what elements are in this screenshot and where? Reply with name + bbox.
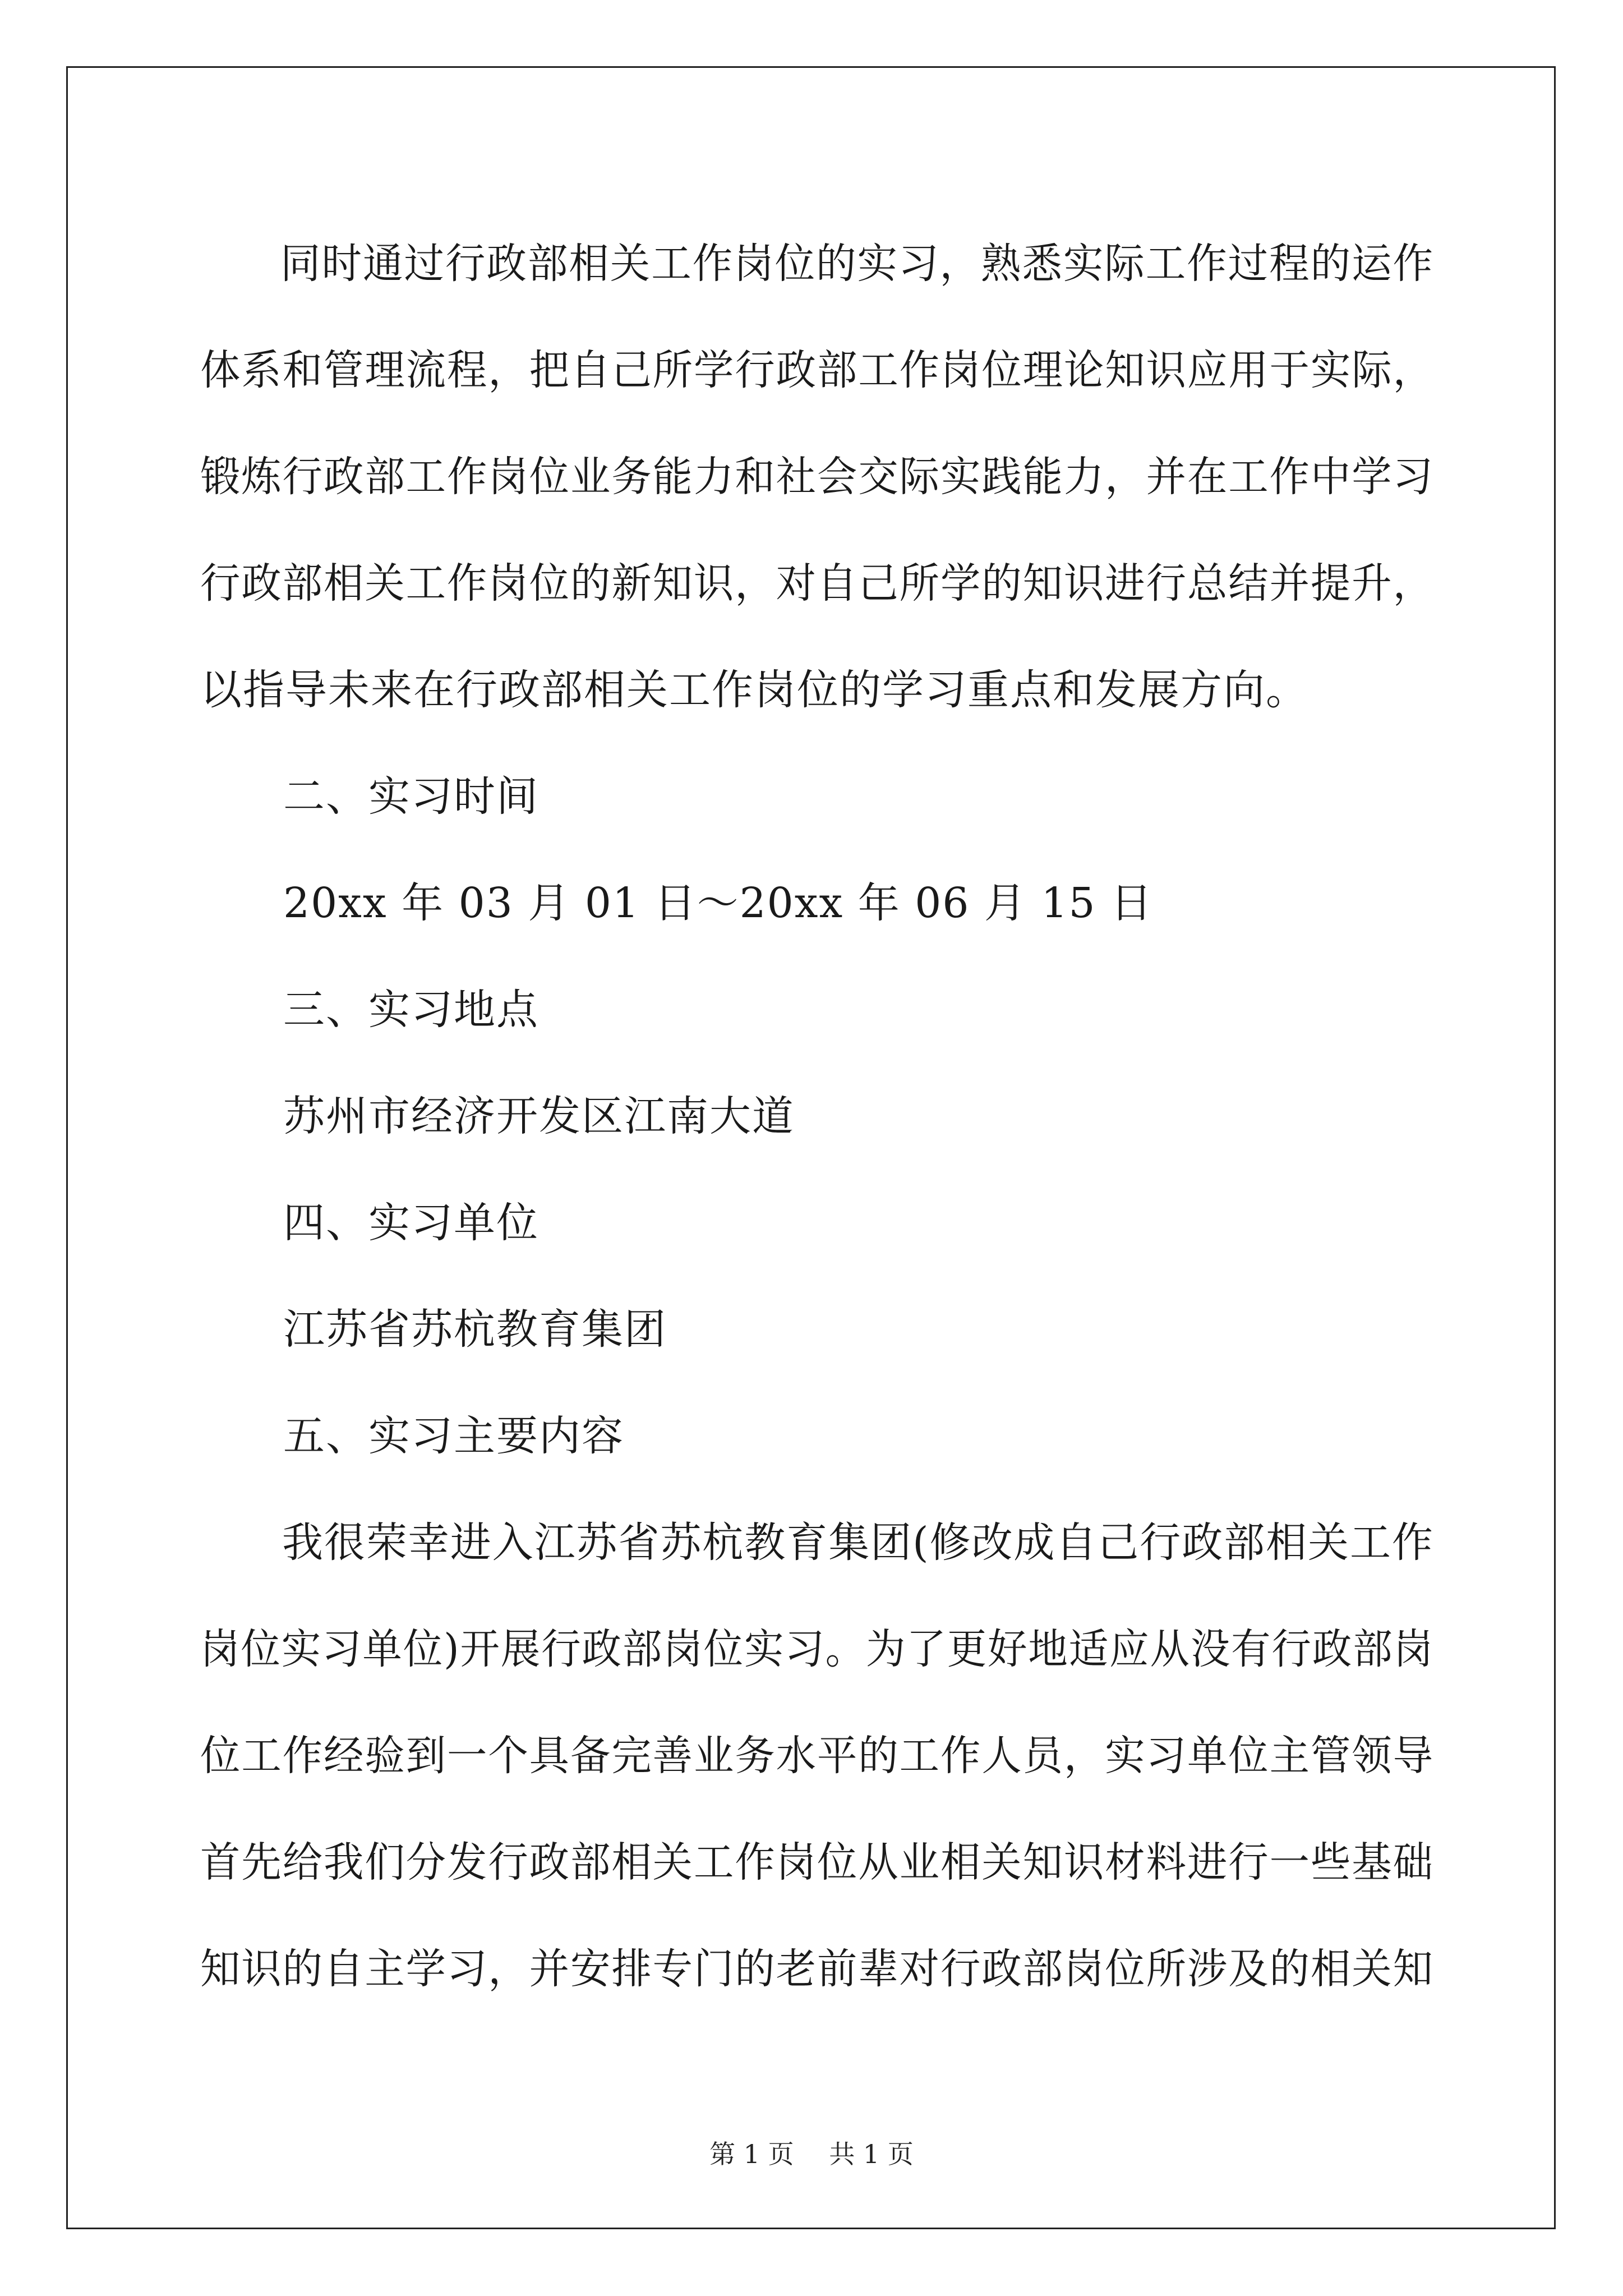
section-heading-unit: 四、实习单位	[283, 1199, 539, 1247]
body-line: 位工作经验到一个具备完善业务水平的工作人员，实习单位主管领导	[200, 1732, 1434, 1780]
body-line: 锻炼行政部工作岗位业务能力和社会交际实践能力，并在工作中学习	[200, 453, 1434, 501]
body-line: 岗位实习单位)开展行政部岗位实习。为了更好地适应从没有行政部岗	[200, 1625, 1434, 1673]
body-line: 同时通过行政部相关工作岗位的实习，熟悉实际工作过程的运作	[280, 240, 1434, 288]
body-line: 首先给我们分发行政部相关工作岗位从业相关知识材料进行一些基础	[200, 1838, 1434, 1887]
section-heading-time: 二、实习时间	[283, 772, 539, 821]
body-line: 行政部相关工作岗位的新知识，对自己所学的知识进行总结并提升，	[200, 559, 1434, 608]
document-body	[200, 210, 1434, 2022]
internship-dates: 20xx 年 03 月 01 日～20xx 年 06 月 15 日	[283, 879, 1154, 927]
page-number: 第 1 页	[709, 2139, 794, 2169]
page-footer	[0, 2137, 1623, 2171]
internship-unit: 江苏省苏杭教育集团	[283, 1305, 667, 1354]
section-heading-content: 五、实习主要内容	[283, 1412, 624, 1460]
internship-location: 苏州市经济开发区江南大道	[283, 1092, 795, 1140]
body-line: 体系和管理流程，把自己所学行政部工作岗位理论知识应用于实际，	[200, 346, 1434, 394]
body-line: 知识的自主学习，并安排专门的老前辈对行政部岗位所涉及的相关知	[200, 1945, 1434, 1993]
section-heading-location: 三、实习地点	[283, 986, 539, 1034]
page-total: 共 1 页	[829, 2139, 914, 2169]
body-line: 以指导未来在行政部相关工作岗位的学习重点和发展方向。	[200, 666, 1308, 714]
body-line: 我很荣幸进入江苏省苏杭教育集团(修改成自己行政部相关工作	[282, 1519, 1434, 1567]
